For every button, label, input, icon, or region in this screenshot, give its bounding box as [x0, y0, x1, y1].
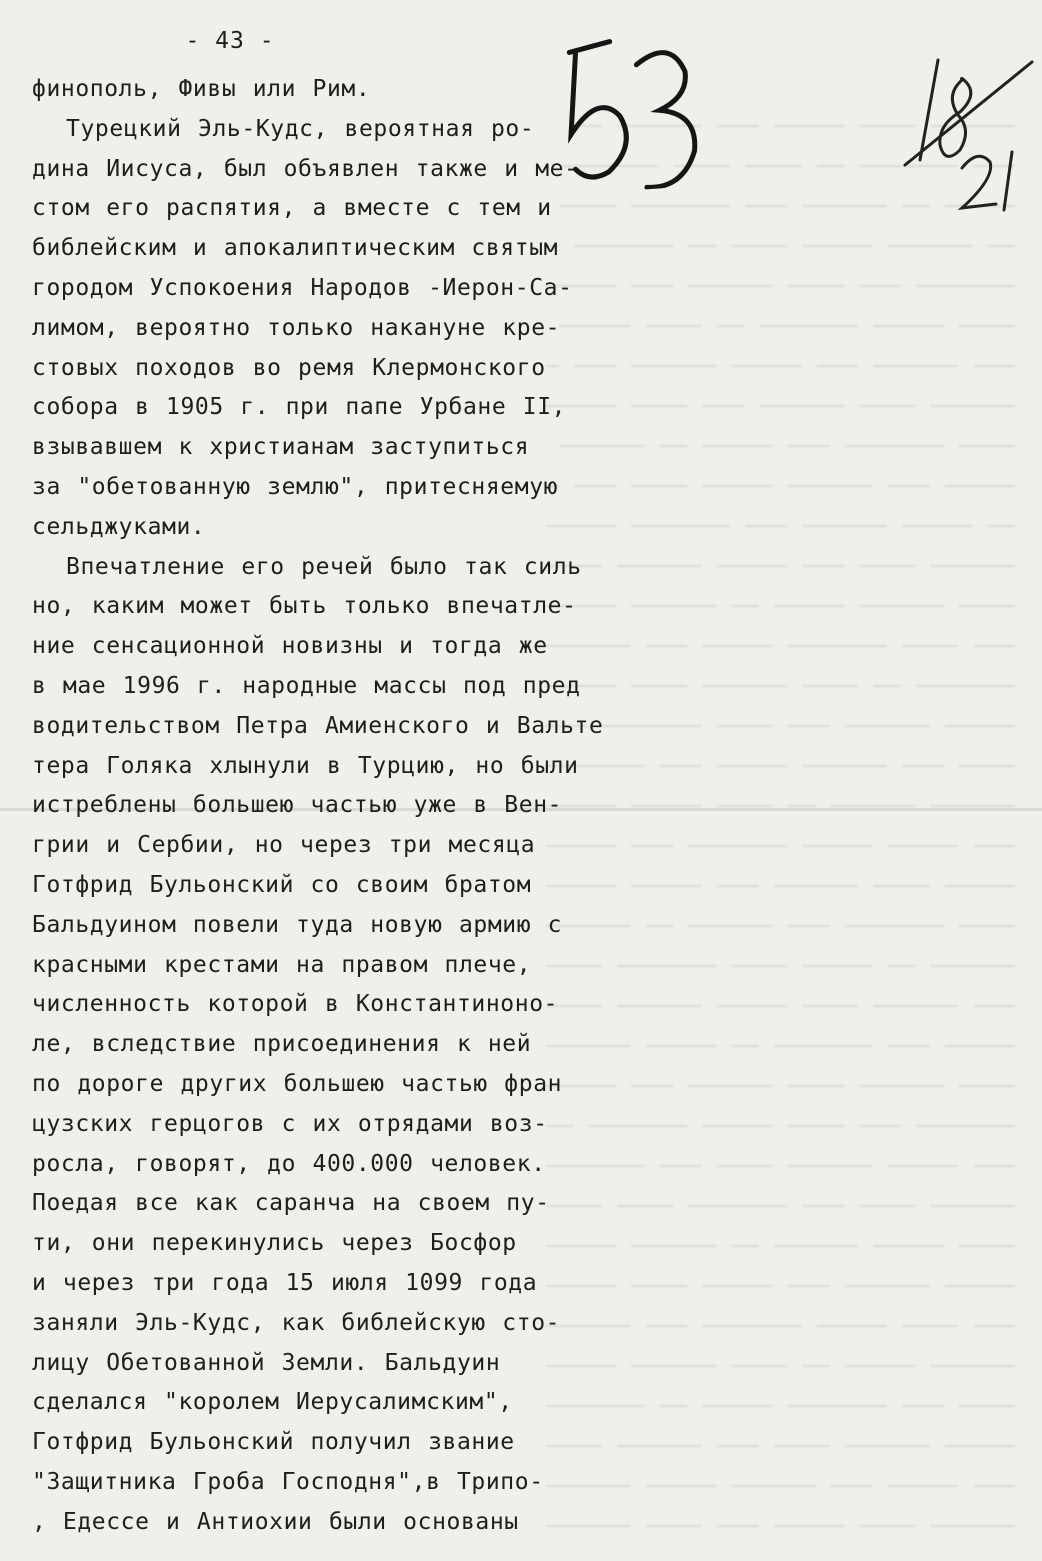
text-line: Готфрид Бульонский со своим братом	[32, 871, 532, 898]
text-line: водительством Петра Амиенского и Вальте	[32, 712, 604, 739]
text-line: взывавшем к христианам заступиться	[32, 434, 530, 461]
text-line: дина Иисуса, был объявлен также и ме-	[32, 155, 579, 182]
text-line: лимом, вероятно только накануне кре-	[32, 314, 561, 341]
text-line: Поедая все как саранча на своем пу-	[32, 1190, 550, 1217]
text-line: тера Голяка хлынули в Турцию, но были	[32, 752, 579, 779]
text-line: Впечатление его речей было так силь	[66, 553, 582, 580]
text-line: численность которой в Константиноно-	[32, 991, 559, 1018]
text-line: Готфрид Бульонский получил звание	[32, 1429, 515, 1456]
text-line: росла, говорят, до 400.000 человек.	[32, 1150, 546, 1177]
corner-folio-numbers	[900, 40, 1040, 224]
text-line: и через три года 15 июля 1099 года	[32, 1269, 538, 1296]
text-line: городом Успокоения Народов -Иерон-Са-	[32, 274, 573, 301]
text-line: заняли Эль-Кудс, как библейскую сто-	[32, 1309, 561, 1336]
typed-body-text	[32, 70, 604, 1542]
text-line: сельджуками.	[32, 513, 206, 540]
text-line: сделался "королем Иерусалимским",	[32, 1389, 513, 1416]
text-line: финополь, Фивы или Рим.	[32, 76, 371, 102]
text-line: грии и Сербии, но через три месяца	[32, 832, 536, 859]
text-line: ние сенсационной новизны и тогда же	[32, 633, 548, 660]
reverse-side-bleed-through: ______ ____ _____ ___ ______ __ ___ _______ __ ____ ____ _______ _____ __ ______ ___ _______ ____ __ ______ _____ ____ __ _______ _ _______ ___ ____ ______ ___ _____ ____ _____ _______ __ ____ _____ ___ ______ ___ _____ ______ ___ _ ______ ____ ______ ___ ____ _____ ____ _______ ___ _____ __ ______ _____ ___ ______ _____ ____ ___ _ __ _____ ______ ___ _______ _____ ______ ____ ___ _____ ______ ____ ____ ______ _____ __ ______ _____ ___ ____ _______ _____ ___ ______ _______ __ ____ ______ ____ _____ _____ ______ ___ ____ _______ ___ ____ ___ ______ _____ ___ _______ ______ ______ __ ____ _____ _____ ___ _____ _____ _______ ___ _____ _____ ____ ______ ___ _____ _____ ____ _______ ___ ______ __ ______ ______ __ _____ ____ _______ ____ ___ ______ ____ _____ ______ ____ _____ ___ _______ __ _____ ______ ____ ______ ____ ______ ___ _____ _______ ___ ____ _____ _______ __ ___ _____ ______ ____ ___ _______ ______ ____ ___ _______ ____ ____ ____ _____ ______ __ ______ _____ _____ ______ ___ _____ ____ _____ ___ ____ _____ _______ ___ ______ ______ _____ __ ____ ______ _____ ____ ___ _______ _____ __ _______ _____ ______ ____ ___ ______ ____ ___ _____ ___ ______ _____ ______ ______ ____ _____ ___ ____ ______	[545, 102, 1015, 1527]
text-line: красными крестами на правом плече,	[32, 951, 532, 978]
text-line: ле, вследствие присоединения к ней	[32, 1031, 532, 1058]
text-line: в мае 1996 г. народные массы под пред	[32, 672, 581, 699]
text-line: "Защитника Гроба Господня",в Трипо-	[32, 1468, 544, 1495]
handwritten-folio-number	[553, 15, 716, 219]
text-line: стовых походов во ремя Клермонского	[32, 354, 546, 381]
text-line: лицу Обетованной Земли. Бальдуин	[32, 1349, 501, 1376]
text-line: стом его распятия, а вместе с тем и	[32, 195, 552, 222]
text-line: но, каким может быть только впечатле-	[32, 593, 577, 620]
text-line: , Едессе и Антиохии были основаны	[32, 1508, 519, 1535]
text-line: собора в 1905 г. при папе Урбане II,	[32, 394, 567, 421]
text-line: библейским и апокалиптическим святым	[32, 235, 559, 262]
text-line: истреблены большею частью уже в Вен-	[32, 792, 563, 819]
page-number: - 43 -	[185, 28, 275, 54]
text-line: за "обетованную землю", притесняемую	[32, 473, 559, 500]
text-line: по дороге других большею частью фран	[32, 1070, 563, 1097]
text-line: ти, они перекинулись через Босфор	[32, 1230, 517, 1257]
text-line: Бальдуином повели туда новую армию с	[32, 911, 563, 938]
text-line: цузских герцогов с их отрядами воз-	[32, 1110, 548, 1137]
text-line: Турецкий Эль-Кудс, вероятная ро-	[66, 115, 535, 142]
